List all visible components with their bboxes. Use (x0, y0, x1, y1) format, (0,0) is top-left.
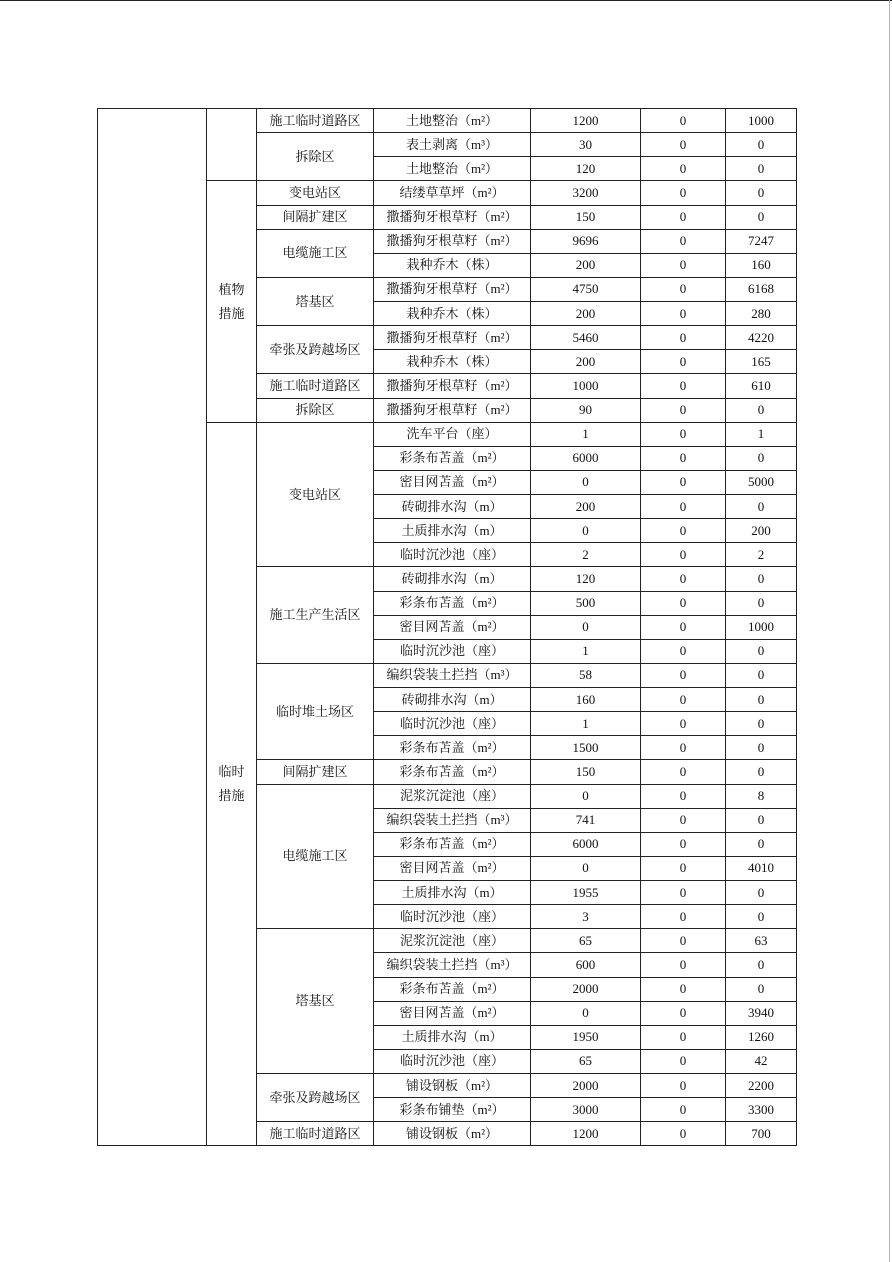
value-cell-1: 0 (531, 615, 641, 639)
value-cell-1: 741 (531, 808, 641, 832)
value-cell-2: 0 (641, 181, 726, 205)
value-cell-2: 0 (641, 519, 726, 543)
measure-cell: 编织袋装土拦挡（m³） (374, 953, 531, 977)
value-cell-3: 0 (726, 446, 797, 470)
measure-cell: 临时沉沙池（座） (374, 712, 531, 736)
value-cell-1: 1950 (531, 1025, 641, 1049)
area-cell: 变电站区 (257, 181, 374, 205)
category-cell (207, 422, 257, 1146)
value-cell-1: 0 (531, 519, 641, 543)
value-cell-1: 0 (531, 1001, 641, 1025)
value-cell-2: 0 (641, 567, 726, 591)
value-cell-2: 0 (641, 374, 726, 398)
measure-cell: 泥浆沉淀池（座） (374, 784, 531, 808)
area-cell: 电缆施工区 (257, 229, 374, 277)
value-cell-2: 0 (641, 157, 726, 181)
measure-cell: 密目网苫盖（m²） (374, 856, 531, 880)
value-cell-3: 7247 (726, 229, 797, 253)
value-cell-3: 0 (726, 736, 797, 760)
area-cell: 电缆施工区 (257, 784, 374, 929)
area-cell: 变电站区 (257, 422, 374, 567)
value-cell-2: 0 (641, 446, 726, 470)
value-cell-2: 0 (641, 639, 726, 663)
area-cell: 间隔扩建区 (257, 205, 374, 229)
value-cell-3: 0 (726, 712, 797, 736)
value-cell-3: 280 (726, 302, 797, 326)
measure-cell: 临时沉沙池（座） (374, 543, 531, 567)
value-cell-3: 0 (726, 832, 797, 856)
measure-cell: 临时沉沙池（座） (374, 1049, 531, 1073)
value-cell-3: 0 (726, 639, 797, 663)
value-cell-3: 0 (726, 157, 797, 181)
value-cell-1: 120 (531, 157, 641, 181)
measure-cell: 撒播狗牙根草籽（m²） (374, 398, 531, 422)
value-cell-1: 1 (531, 639, 641, 663)
value-cell-3: 3300 (726, 1098, 797, 1122)
measure-cell: 栽种乔木（株） (374, 253, 531, 277)
value-cell-2: 0 (641, 736, 726, 760)
value-cell-1: 0 (531, 470, 641, 494)
area-cell: 牵张及跨越场区 (257, 1074, 374, 1122)
value-cell-2: 0 (641, 784, 726, 808)
value-cell-1: 30 (531, 133, 641, 157)
value-cell-1: 90 (531, 398, 641, 422)
value-cell-2: 0 (641, 422, 726, 446)
value-cell-1: 1500 (531, 736, 641, 760)
value-cell-2: 0 (641, 1122, 726, 1146)
value-cell-1: 200 (531, 302, 641, 326)
value-cell-1: 0 (531, 784, 641, 808)
measure-cell: 密目网苫盖（m²） (374, 470, 531, 494)
value-cell-2: 0 (641, 1001, 726, 1025)
value-cell-1: 120 (531, 567, 641, 591)
measure-cell: 彩条布苫盖（m²） (374, 736, 531, 760)
value-cell-3: 2 (726, 543, 797, 567)
measure-cell: 彩条布苫盖（m²） (374, 591, 531, 615)
value-cell-2: 0 (641, 350, 726, 374)
area-cell: 施工临时道路区 (257, 1122, 374, 1146)
value-cell-3: 0 (726, 181, 797, 205)
value-cell-2: 0 (641, 543, 726, 567)
measure-cell: 彩条布铺垫（m²） (374, 1098, 531, 1122)
measure-cell: 撒播狗牙根草籽（m²） (374, 229, 531, 253)
value-cell-3: 200 (726, 519, 797, 543)
value-cell-3: 6168 (726, 277, 797, 301)
value-cell-3: 3940 (726, 1001, 797, 1025)
value-cell-1: 1000 (531, 374, 641, 398)
value-cell-2: 0 (641, 1049, 726, 1073)
value-cell-1: 500 (531, 591, 641, 615)
value-cell-1: 1200 (531, 1122, 641, 1146)
value-cell-2: 0 (641, 109, 726, 133)
value-cell-1: 9696 (531, 229, 641, 253)
value-cell-1: 160 (531, 688, 641, 712)
value-cell-1: 1955 (531, 881, 641, 905)
value-cell-2: 0 (641, 760, 726, 784)
value-cell-1: 6000 (531, 446, 641, 470)
measure-cell: 土质排水沟（m） (374, 519, 531, 543)
value-cell-1: 0 (531, 856, 641, 880)
value-cell-3: 0 (726, 688, 797, 712)
value-cell-3: 0 (726, 760, 797, 784)
value-cell-2: 0 (641, 712, 726, 736)
value-cell-2: 0 (641, 663, 726, 687)
value-cell-1: 150 (531, 760, 641, 784)
value-cell-1: 6000 (531, 832, 641, 856)
value-cell-3: 1000 (726, 615, 797, 639)
category-cell (207, 181, 257, 422)
measure-cell: 栽种乔木（株） (374, 350, 531, 374)
measure-cell: 铺设钢板（m²） (374, 1122, 531, 1146)
area-cell: 施工临时道路区 (257, 374, 374, 398)
value-cell-1: 58 (531, 663, 641, 687)
measure-cell: 编织袋装土拦挡（m³） (374, 808, 531, 832)
measure-cell: 结缕草草坪（m²） (374, 181, 531, 205)
value-cell-3: 42 (726, 1049, 797, 1073)
value-cell-2: 0 (641, 133, 726, 157)
value-cell-3: 4010 (726, 856, 797, 880)
value-cell-3: 8 (726, 784, 797, 808)
area-cell: 间隔扩建区 (257, 760, 374, 784)
value-cell-2: 0 (641, 229, 726, 253)
measure-cell: 砖砌排水沟（m） (374, 567, 531, 591)
value-cell-3: 4220 (726, 326, 797, 350)
measure-cell: 洗车平台（座） (374, 422, 531, 446)
measure-cell: 彩条布苫盖（m²） (374, 977, 531, 1001)
value-cell-3: 0 (726, 591, 797, 615)
measure-cell: 栽种乔木（株） (374, 302, 531, 326)
measure-cell: 土质排水沟（m） (374, 881, 531, 905)
value-cell-2: 0 (641, 302, 726, 326)
value-cell-1: 3000 (531, 1098, 641, 1122)
value-cell-1: 2000 (531, 1074, 641, 1098)
value-cell-1: 2 (531, 543, 641, 567)
value-cell-1: 2000 (531, 977, 641, 1001)
value-cell-2: 0 (641, 398, 726, 422)
area-cell: 施工临时道路区 (257, 109, 374, 133)
measure-cell: 表土剥离（m³） (374, 133, 531, 157)
measure-cell: 砖砌排水沟（m） (374, 688, 531, 712)
value-cell-3: 0 (726, 977, 797, 1001)
measure-cell: 密目网苫盖（m²） (374, 1001, 531, 1025)
category-label: 植物措施 (218, 281, 245, 321)
measure-cell: 彩条布苫盖（m²） (374, 832, 531, 856)
value-cell-3: 0 (726, 205, 797, 229)
page-edge-right (889, 0, 890, 1262)
measure-cell: 铺设钢板（m²） (374, 1074, 531, 1098)
value-cell-1: 1200 (531, 109, 641, 133)
measure-cell: 临时沉沙池（座） (374, 905, 531, 929)
value-cell-3: 0 (726, 881, 797, 905)
value-cell-1: 200 (531, 350, 641, 374)
value-cell-2: 0 (641, 856, 726, 880)
value-cell-2: 0 (641, 470, 726, 494)
area-cell: 施工生产生活区 (257, 567, 374, 664)
value-cell-2: 0 (641, 1025, 726, 1049)
value-cell-1: 1 (531, 712, 641, 736)
value-cell-3: 5000 (726, 470, 797, 494)
value-cell-2: 0 (641, 615, 726, 639)
measure-cell: 砖砌排水沟（m） (374, 495, 531, 519)
value-cell-1: 65 (531, 929, 641, 953)
value-cell-2: 0 (641, 977, 726, 1001)
value-cell-1: 3 (531, 905, 641, 929)
value-cell-3: 2200 (726, 1074, 797, 1098)
value-cell-3: 63 (726, 929, 797, 953)
value-cell-3: 1000 (726, 109, 797, 133)
value-cell-3: 610 (726, 374, 797, 398)
measure-cell: 撒播狗牙根草籽（m²） (374, 326, 531, 350)
value-cell-3: 160 (726, 253, 797, 277)
table-body (98, 109, 797, 1146)
value-cell-2: 0 (641, 205, 726, 229)
value-cell-3: 0 (726, 567, 797, 591)
value-cell-2: 0 (641, 495, 726, 519)
measure-cell: 撒播狗牙根草籽（m²） (374, 277, 531, 301)
value-cell-3: 0 (726, 953, 797, 977)
area-cell: 牵张及跨越场区 (257, 326, 374, 374)
measure-cell: 密目网苫盖（m²） (374, 615, 531, 639)
value-cell-3: 0 (726, 495, 797, 519)
measure-cell: 编织袋装土拦挡（m³） (374, 663, 531, 687)
measure-cell: 土地整治（m²） (374, 157, 531, 181)
value-cell-2: 0 (641, 277, 726, 301)
measure-cell: 土地整治（m²） (374, 109, 531, 133)
measure-cell: 彩条布苫盖（m²） (374, 446, 531, 470)
value-cell-2: 0 (641, 881, 726, 905)
value-cell-1: 200 (531, 253, 641, 277)
category-cell (207, 109, 257, 181)
table-row (98, 109, 797, 133)
value-cell-1: 600 (531, 953, 641, 977)
value-cell-1: 150 (531, 205, 641, 229)
value-cell-2: 0 (641, 1098, 726, 1122)
value-cell-3: 0 (726, 133, 797, 157)
value-cell-3: 1 (726, 422, 797, 446)
section-cell (98, 109, 207, 1146)
area-cell: 拆除区 (257, 133, 374, 181)
value-cell-3: 0 (726, 398, 797, 422)
measure-cell: 土质排水沟（m） (374, 1025, 531, 1049)
value-cell-2: 0 (641, 929, 726, 953)
value-cell-1: 200 (531, 495, 641, 519)
value-cell-1: 1 (531, 422, 641, 446)
measure-cell: 撒播狗牙根草籽（m²） (374, 205, 531, 229)
area-cell: 塔基区 (257, 929, 374, 1074)
value-cell-1: 3200 (531, 181, 641, 205)
value-cell-3: 1260 (726, 1025, 797, 1049)
value-cell-2: 0 (641, 808, 726, 832)
value-cell-2: 0 (641, 326, 726, 350)
value-cell-2: 0 (641, 1074, 726, 1098)
value-cell-3: 0 (726, 663, 797, 687)
area-cell: 拆除区 (257, 398, 374, 422)
measure-cell: 临时沉沙池（座） (374, 639, 531, 663)
value-cell-2: 0 (641, 688, 726, 712)
value-cell-3: 0 (726, 808, 797, 832)
value-cell-2: 0 (641, 591, 726, 615)
measures-table (97, 108, 797, 1146)
value-cell-2: 0 (641, 905, 726, 929)
category-label: 临时措施 (218, 764, 245, 803)
area-cell: 临时堆土场区 (257, 663, 374, 760)
measure-cell: 撒播狗牙根草籽（m²） (374, 374, 531, 398)
measure-cell: 泥浆沉淀池（座） (374, 929, 531, 953)
value-cell-2: 0 (641, 253, 726, 277)
value-cell-1: 5460 (531, 326, 641, 350)
value-cell-1: 65 (531, 1049, 641, 1073)
area-cell: 塔基区 (257, 277, 374, 325)
value-cell-3: 165 (726, 350, 797, 374)
value-cell-3: 700 (726, 1122, 797, 1146)
value-cell-3: 0 (726, 905, 797, 929)
value-cell-2: 0 (641, 953, 726, 977)
page-edge-top (0, 0, 892, 1)
value-cell-2: 0 (641, 832, 726, 856)
value-cell-1: 4750 (531, 277, 641, 301)
measure-cell: 彩条布苫盖（m²） (374, 760, 531, 784)
